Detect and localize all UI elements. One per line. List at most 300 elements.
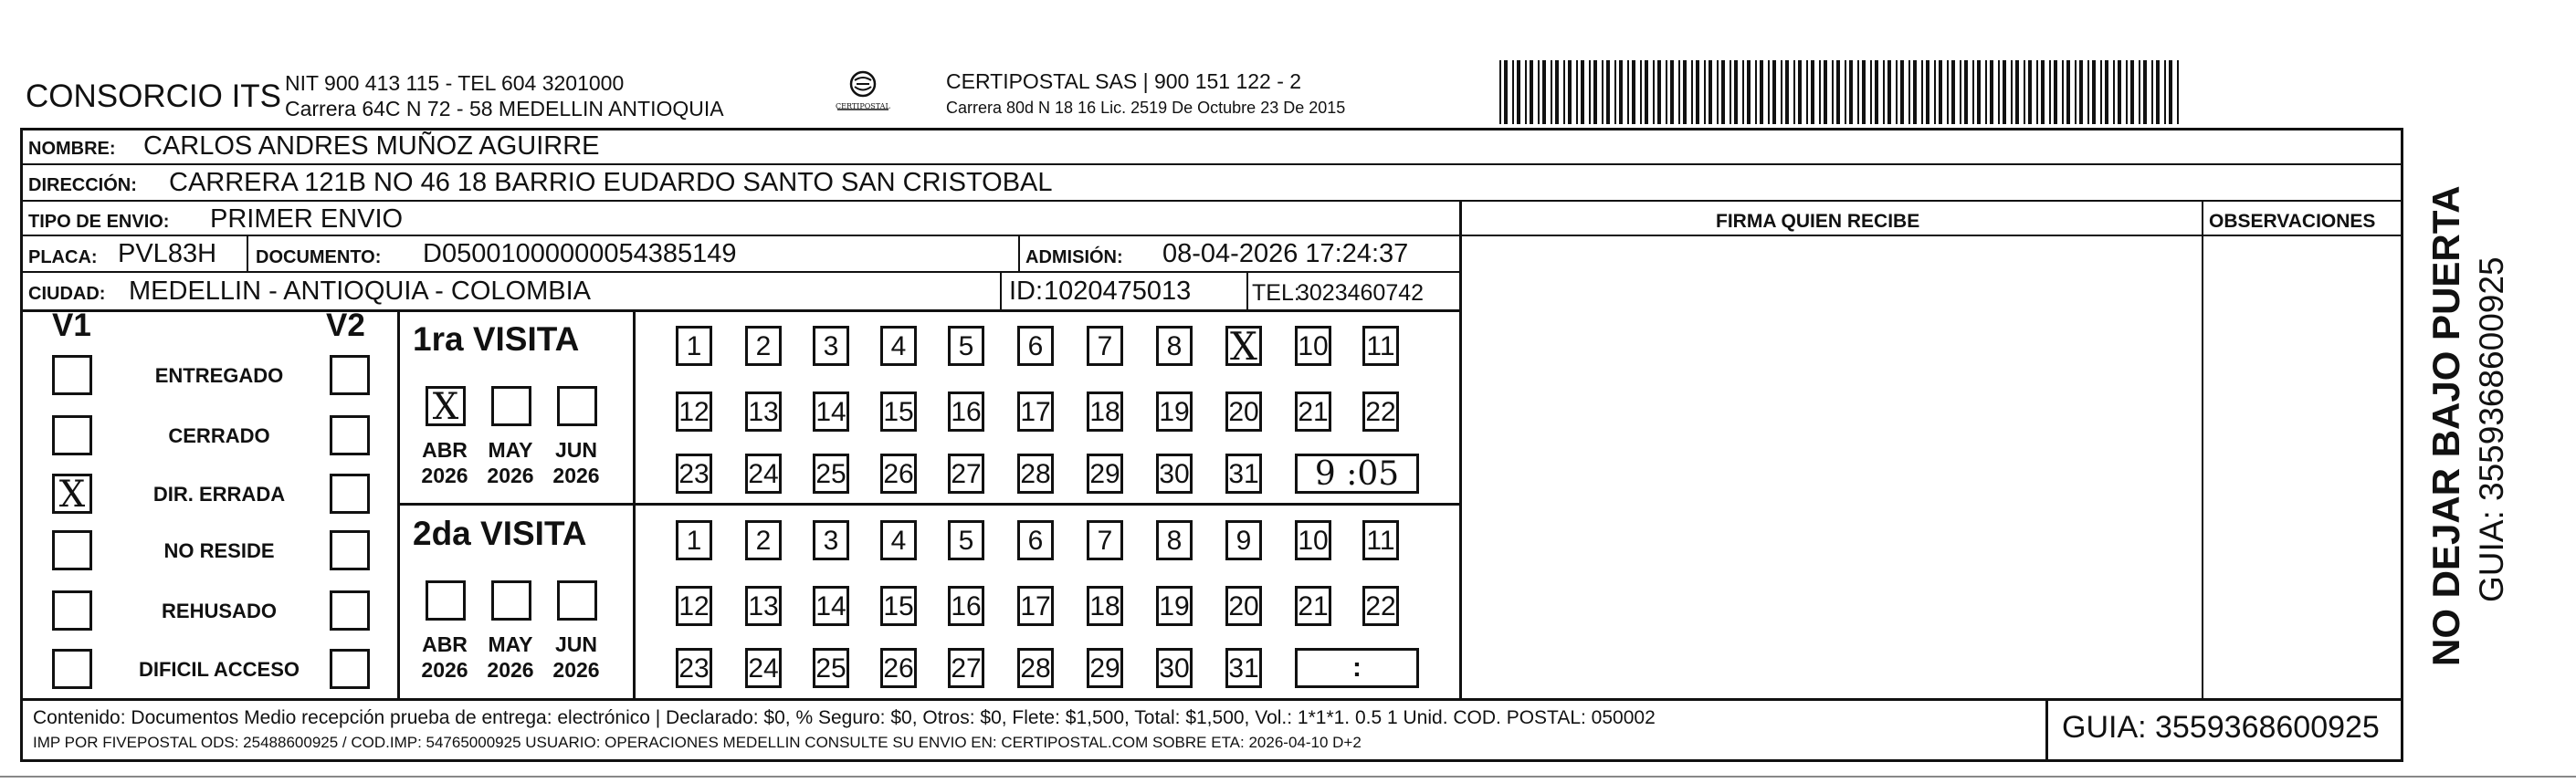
- barcode-bar: [1525, 60, 1527, 124]
- day-box[interactable]: [1225, 648, 1262, 688]
- day-number: 23: [678, 459, 710, 489]
- day-box[interactable]: [1017, 326, 1054, 366]
- day-number: 18: [1089, 591, 1120, 621]
- day-number: 15: [883, 397, 914, 427]
- barcode-bar: [2011, 60, 2013, 124]
- day-box[interactable]: [1087, 648, 1123, 688]
- barcode-bar: [2079, 60, 2083, 124]
- day-number: 8: [1166, 331, 1183, 361]
- barcode-bar: [1704, 60, 1706, 124]
- day-box[interactable]: [813, 326, 849, 366]
- v1-checkbox[interactable]: [52, 590, 92, 631]
- day-number: 24: [748, 653, 779, 684]
- day-number: 22: [1365, 397, 1396, 427]
- day-number: 19: [1159, 397, 1190, 427]
- day-number: 5: [958, 331, 974, 361]
- barcode-bar: [1824, 60, 1827, 124]
- barcode-bar: [1538, 60, 1540, 124]
- day-box[interactable]: [1225, 324, 1262, 369]
- barcode-bar: [1517, 60, 1520, 124]
- documento-label: DOCUMENTO:: [256, 247, 382, 267]
- barcode-bar: [1934, 60, 1936, 124]
- barcode-bar: [2151, 60, 2153, 124]
- barcode-bar: [2126, 60, 2128, 124]
- barcode-bar: [1849, 60, 1853, 124]
- tipo-label: TIPO DE ENVIO:: [28, 212, 170, 232]
- day-box[interactable]: [1087, 454, 1123, 494]
- barcode-bar: [2087, 60, 2089, 124]
- barcode-bar: [1551, 60, 1552, 124]
- month-check-mark: X: [432, 386, 459, 428]
- certipostal-logo: [826, 68, 899, 122]
- barcode-bar: [2100, 60, 2102, 124]
- v2-checkbox[interactable]: [330, 474, 370, 514]
- day-box[interactable]: [676, 648, 712, 688]
- placa-value: PVL83H: [118, 239, 217, 268]
- day-number: 20: [1228, 397, 1259, 427]
- year-label: 2026: [552, 658, 600, 682]
- day-box[interactable]: [1087, 520, 1123, 560]
- day-box[interactable]: [813, 454, 849, 494]
- direccion-value: CARRERA 121B NO 46 18 BARRIO EUDARDO SANTO SAN CRISTOBAL: [169, 168, 1053, 197]
- day-box[interactable]: [1362, 520, 1399, 560]
- day-box[interactable]: [1362, 586, 1399, 626]
- placa-row: [23, 236, 1461, 273]
- day-box[interactable]: [813, 520, 849, 560]
- day-box[interactable]: [1295, 326, 1331, 366]
- day-box[interactable]: [1225, 454, 1262, 494]
- day-number: 13: [748, 591, 779, 621]
- day-box[interactable]: [948, 454, 984, 494]
- day-box[interactable]: [1017, 392, 1054, 432]
- ciudad-label: CIUDAD:: [28, 284, 106, 304]
- day-box[interactable]: [1295, 392, 1331, 432]
- day-number: 31: [1228, 459, 1259, 489]
- barcode-bar: [1691, 60, 1693, 124]
- side-warning: NO DEJAR BAJO PUERTA: [2424, 185, 2467, 666]
- barcode-bar: [1530, 60, 1533, 124]
- barcode-bar: [2054, 60, 2057, 124]
- barcode-bar: [1875, 60, 1878, 124]
- barcode-bar: [1964, 60, 1968, 124]
- day-box[interactable]: [1087, 326, 1123, 366]
- v2-checkbox[interactable]: [330, 530, 370, 570]
- day-box[interactable]: [676, 392, 712, 432]
- day-number: 29: [1089, 459, 1120, 489]
- day-box[interactable]: [948, 392, 984, 432]
- barcode-bar: [2062, 60, 2064, 124]
- day-box[interactable]: [813, 586, 849, 626]
- id-label: ID:: [1009, 277, 1044, 306]
- visit-2-panel: [400, 506, 1459, 699]
- barcode-bar: [1632, 60, 1635, 124]
- day-number: 2: [755, 526, 772, 556]
- observaciones-label: OBSERVACIONES: [2209, 211, 2376, 232]
- time-value: :: [1352, 652, 1362, 683]
- day-box[interactable]: [1156, 392, 1193, 432]
- visit-1-panel: [400, 311, 1459, 506]
- documento-value: D05001000000054385149: [423, 239, 737, 268]
- barcode-bar: [1921, 60, 1923, 124]
- day-number: 28: [1020, 459, 1051, 489]
- day-number: 1: [686, 331, 702, 361]
- month-label: JUN: [554, 632, 597, 656]
- placa-label: PLACA:: [28, 247, 98, 267]
- day-number: 14: [815, 397, 846, 427]
- year-label: 2026: [487, 464, 534, 487]
- day-box[interactable]: [676, 586, 712, 626]
- status-label: DIR. ERRADA: [152, 483, 286, 506]
- day-number: 16: [951, 397, 982, 427]
- day-box[interactable]: [880, 392, 917, 432]
- barcode-bar: [1760, 60, 1763, 124]
- day-box[interactable]: [1225, 586, 1262, 626]
- time-box[interactable]: [1295, 648, 1419, 688]
- day-number: 2: [755, 331, 772, 361]
- day-number: 17: [1020, 397, 1051, 427]
- barcode-bar: [2164, 60, 2166, 124]
- barcode-bar: [1742, 60, 1744, 124]
- barcode-bar: [2105, 60, 2108, 124]
- day-number: 12: [678, 591, 710, 621]
- barcode-bar: [1606, 60, 1610, 124]
- barcode-bar: [1581, 60, 1584, 124]
- day-number: 26: [883, 459, 914, 489]
- company-name: CONSORCIO ITS: [26, 78, 282, 114]
- day-box[interactable]: [880, 454, 917, 494]
- day-box[interactable]: [1225, 392, 1262, 432]
- barcode-bar: [1896, 60, 1898, 124]
- status-label: CERRADO: [168, 424, 270, 447]
- day-box[interactable]: [880, 520, 917, 560]
- day-box[interactable]: [745, 454, 782, 494]
- day-number: X: [1230, 324, 1257, 369]
- month-label: ABR: [422, 632, 468, 656]
- barcode-bar: [1913, 60, 1917, 124]
- barcode-bar: [1645, 60, 1648, 124]
- barcode-bar: [1951, 60, 1955, 124]
- day-number: 13: [748, 397, 779, 427]
- barcode-bar: [1939, 60, 1942, 124]
- barcode-bar: [2015, 60, 2019, 124]
- day-box[interactable]: [880, 326, 917, 366]
- day-number: 25: [815, 653, 846, 684]
- barcode-bar: [1806, 60, 1808, 124]
- barcode-bar: [2041, 60, 2045, 124]
- day-box[interactable]: [1156, 648, 1193, 688]
- barcode-bar: [1870, 60, 1872, 124]
- barcode-bar: [1504, 60, 1508, 124]
- barcode-bar: [1717, 60, 1719, 124]
- barcode-bar: [1602, 60, 1603, 124]
- barcode-bar: [2177, 60, 2179, 124]
- status-label: REHUSADO: [162, 600, 277, 622]
- barcode-bar: [1563, 60, 1565, 124]
- barcode-bar: [1977, 60, 1981, 124]
- barcode-bar: [1512, 60, 1514, 124]
- day-number: 20: [1228, 591, 1259, 621]
- barcode-bar: [1721, 60, 1725, 124]
- barcode-bar: [1666, 60, 1667, 124]
- barcode-bar: [1832, 60, 1834, 124]
- barcode-bar: [2139, 60, 2140, 124]
- day-number: 11: [1366, 526, 1395, 556]
- nombre-row: [23, 130, 2401, 165]
- day-box[interactable]: [745, 326, 782, 366]
- footer-guia-divider: [2045, 701, 2048, 759]
- barcode-bar: [1785, 60, 1789, 124]
- day-box[interactable]: [1156, 520, 1193, 560]
- v1-checkbox[interactable]: [52, 649, 92, 689]
- day-box[interactable]: [1087, 586, 1123, 626]
- barcode-bar: [1734, 60, 1738, 124]
- day-box[interactable]: [948, 520, 984, 560]
- day-number: 11: [1366, 331, 1395, 361]
- barcode-bar: [1593, 60, 1597, 124]
- day-box[interactable]: [1362, 392, 1399, 432]
- barcode-bar: [2130, 60, 2134, 124]
- day-number: 30: [1159, 459, 1190, 489]
- month-checkbox[interactable]: [557, 386, 597, 426]
- day-number: 8: [1166, 526, 1183, 556]
- barcode-bar: [2075, 60, 2077, 124]
- day-box[interactable]: [1156, 454, 1193, 494]
- barcode-bar: [1819, 60, 1821, 124]
- barcode-bar: [1747, 60, 1751, 124]
- day-number: 9: [1235, 526, 1252, 556]
- month-label: MAY: [488, 438, 533, 462]
- day-number: 18: [1089, 397, 1120, 427]
- day-box[interactable]: [813, 648, 849, 688]
- tipo-value: PRIMER ENVIO: [210, 204, 404, 234]
- day-number: 26: [883, 653, 914, 684]
- barcode-bar: [1772, 60, 1776, 124]
- barcode-bar: [2156, 60, 2160, 124]
- nombre-value: CARLOS ANDRES MUÑOZ AGUIRRE: [143, 131, 600, 161]
- footer-guia: GUIA: 3559368600925: [2062, 710, 2380, 745]
- barcode-bar: [1696, 60, 1699, 124]
- barcode-bar: [1653, 60, 1655, 124]
- day-number: 1: [686, 526, 702, 556]
- barcode: [1498, 60, 2182, 124]
- day-number: 4: [890, 331, 907, 361]
- day-number: 22: [1365, 591, 1396, 621]
- imp-line: IMP POR FIVEPOSTAL ODS: 25488600925 / COD.IMP: 54765000925 USUARIO: OPERACIONES MEDELLIN CONSULTE SU ENVIO EN: CERTIPOSTAL.COM SOBRE ETA: 2026-04-10 D+2: [33, 734, 1362, 751]
- day-box[interactable]: [745, 520, 782, 560]
- barcode-bar: [1887, 60, 1891, 124]
- v1-checkbox[interactable]: [52, 530, 92, 570]
- barcode-bar: [1640, 60, 1642, 124]
- direccion-row: [23, 165, 2401, 202]
- v2-checkbox[interactable]: [330, 590, 370, 631]
- barcode-bar: [1985, 60, 1987, 124]
- observaciones-area[interactable]: [2204, 236, 2398, 697]
- barcode-bar: [1576, 60, 1578, 124]
- barcode-bar: [1568, 60, 1572, 124]
- day-number: 7: [1097, 526, 1113, 556]
- day-number: 3: [823, 526, 839, 556]
- day-number: 6: [1027, 331, 1044, 361]
- day-box[interactable]: [948, 326, 984, 366]
- bottom-edge-line: [0, 776, 2576, 778]
- day-box[interactable]: [1295, 520, 1331, 560]
- barcode-bar: [2003, 60, 2006, 124]
- day-box[interactable]: [1087, 392, 1123, 432]
- barcode-bar: [1768, 60, 1770, 124]
- day-box[interactable]: [880, 586, 917, 626]
- day-box[interactable]: [676, 454, 712, 494]
- v2-checkbox[interactable]: [330, 649, 370, 689]
- firma-header: [1462, 202, 2401, 236]
- firma-divider: [1459, 202, 1462, 699]
- day-box[interactable]: [1362, 326, 1399, 366]
- ciudad-row: [23, 273, 1461, 312]
- barcode-bar: [2036, 60, 2038, 124]
- year-label: 2026: [421, 658, 468, 682]
- v2-label: V2: [326, 308, 365, 343]
- barcode-bar: [1998, 60, 2000, 124]
- barcode-bar: [1862, 60, 1866, 124]
- day-box[interactable]: [1017, 648, 1054, 688]
- day-box[interactable]: [1156, 326, 1193, 366]
- month-checkbox[interactable]: [557, 580, 597, 621]
- barcode-bar: [1730, 60, 1731, 124]
- day-number: 28: [1020, 653, 1051, 684]
- barcode-bar: [1836, 60, 1840, 124]
- barcode-bar: [1900, 60, 1904, 124]
- day-box[interactable]: [676, 326, 712, 366]
- barcode-bar: [1947, 60, 1949, 124]
- barcode-bar: [1657, 60, 1661, 124]
- visit-1-title: 1ra VISITA: [413, 320, 580, 358]
- barcode-bar: [2066, 60, 2070, 124]
- day-number: 4: [890, 526, 907, 556]
- v2-checkbox[interactable]: [330, 355, 370, 395]
- day-number: 27: [951, 653, 982, 684]
- day-number: 3: [823, 331, 839, 361]
- day-box[interactable]: [1295, 586, 1331, 626]
- barcode-bar: [1589, 60, 1591, 124]
- direccion-label: DIRECCIÓN:: [28, 175, 137, 195]
- day-number: 21: [1298, 591, 1329, 621]
- v1-checkbox[interactable]: [52, 474, 92, 514]
- day-box[interactable]: [745, 648, 782, 688]
- address-line: Carrera 64C N 72 - 58 MEDELLIN ANTIOQUIA: [285, 97, 724, 120]
- day-box[interactable]: [813, 392, 849, 432]
- month-checkbox[interactable]: [491, 386, 531, 426]
- logo-text: CERTIPOSTAL: [836, 102, 890, 110]
- day-box[interactable]: [1017, 520, 1054, 560]
- day-number: 31: [1228, 653, 1259, 684]
- barcode-bar: [2092, 60, 2096, 124]
- day-box[interactable]: [745, 586, 782, 626]
- day-number: 16: [951, 591, 982, 621]
- day-number: 29: [1089, 653, 1120, 684]
- day-box[interactable]: [1017, 586, 1054, 626]
- year-label: 2026: [421, 464, 468, 487]
- month-checkbox[interactable]: [426, 386, 466, 426]
- status-panel: [23, 308, 400, 698]
- barcode-bar: [1798, 60, 1802, 124]
- day-box[interactable]: [1156, 586, 1193, 626]
- day-number: 12: [678, 397, 710, 427]
- barcode-bar: [1908, 60, 1910, 124]
- barcode-bar: [1542, 60, 1546, 124]
- day-number: 30: [1159, 653, 1190, 684]
- day-number: 19: [1159, 591, 1190, 621]
- barcode-bar: [1683, 60, 1687, 124]
- v1-check-mark: X: [58, 474, 86, 516]
- month-checkbox[interactable]: [491, 580, 531, 621]
- barcode-bar: [1845, 60, 1846, 124]
- month-label: MAY: [488, 632, 533, 656]
- v1-checkbox[interactable]: [52, 355, 92, 395]
- visit-2-title: 2da VISITA: [413, 515, 587, 552]
- status-label: ENTREGADO: [154, 364, 284, 387]
- footer-divider: [23, 698, 2401, 701]
- v2-checkbox[interactable]: [330, 415, 370, 455]
- carrier-line: CERTIPOSTAL SAS | 900 151 122 - 2: [946, 69, 1302, 93]
- admision-value: 08-04-2026 17:24:37: [1162, 239, 1409, 268]
- day-box[interactable]: [745, 392, 782, 432]
- day-number: 23: [678, 653, 710, 684]
- barcode-bar: [1972, 60, 1974, 124]
- day-box[interactable]: [948, 586, 984, 626]
- barcode-bar: [1614, 60, 1616, 124]
- day-number: 15: [883, 591, 914, 621]
- admision-label: ADMISIÓN:: [1025, 247, 1123, 267]
- month-label: ABR: [422, 438, 468, 462]
- day-box[interactable]: [676, 520, 712, 560]
- barcode-bar: [1709, 60, 1712, 124]
- firma-area[interactable]: [1464, 236, 2199, 697]
- day-number: 10: [1298, 526, 1329, 556]
- year-label: 2026: [487, 658, 534, 682]
- day-box[interactable]: [1017, 454, 1054, 494]
- barcode-bar: [2028, 60, 2032, 124]
- barcode-bar: [1926, 60, 1929, 124]
- barcode-bar: [1811, 60, 1814, 124]
- v1-label: V1: [52, 308, 91, 343]
- time-box[interactable]: [1295, 454, 1419, 494]
- barcode-bar: [1670, 60, 1674, 124]
- v1-checkbox[interactable]: [52, 415, 92, 455]
- day-number: 6: [1027, 526, 1044, 556]
- day-box[interactable]: [1225, 520, 1262, 560]
- carrier-address: Carrera 80d N 18 16 Lic. 2519 De Octubre 23 De 2015: [946, 99, 1346, 117]
- day-number: 5: [958, 526, 974, 556]
- barcode-bar: [1627, 60, 1629, 124]
- status-label: NO RESIDE: [163, 539, 275, 562]
- barcode-bar: [1555, 60, 1559, 124]
- barcode-bar: [1678, 60, 1680, 124]
- barcode-bar: [1793, 60, 1795, 124]
- day-number: 27: [951, 459, 982, 489]
- month-label: JUN: [554, 438, 597, 462]
- day-number: 24: [748, 459, 779, 489]
- content-line: Contenido: Documentos Medio recepción prueba de entrega: electrónico | Declarado: $0, % Seguro: $0, Otros: $0, Flete: $1,500, Total: $1,500, Vol.: 1*1*1. 0.5 1 Unid. COD. POSTAL: 050002: [33, 707, 1656, 728]
- barcode-bar: [1990, 60, 1993, 124]
- barcode-bar: [1755, 60, 1757, 124]
- year-label: 2026: [552, 464, 600, 487]
- nit-line: NIT 900 413 115 - TEL 604 3201000: [285, 71, 625, 95]
- status-label: DIFICIL ACCESO: [138, 658, 300, 681]
- barcode-bar: [1960, 60, 1961, 124]
- month-checkbox[interactable]: [426, 580, 466, 621]
- day-box[interactable]: [880, 648, 917, 688]
- barcode-bar: [2113, 60, 2115, 124]
- day-box[interactable]: [948, 648, 984, 688]
